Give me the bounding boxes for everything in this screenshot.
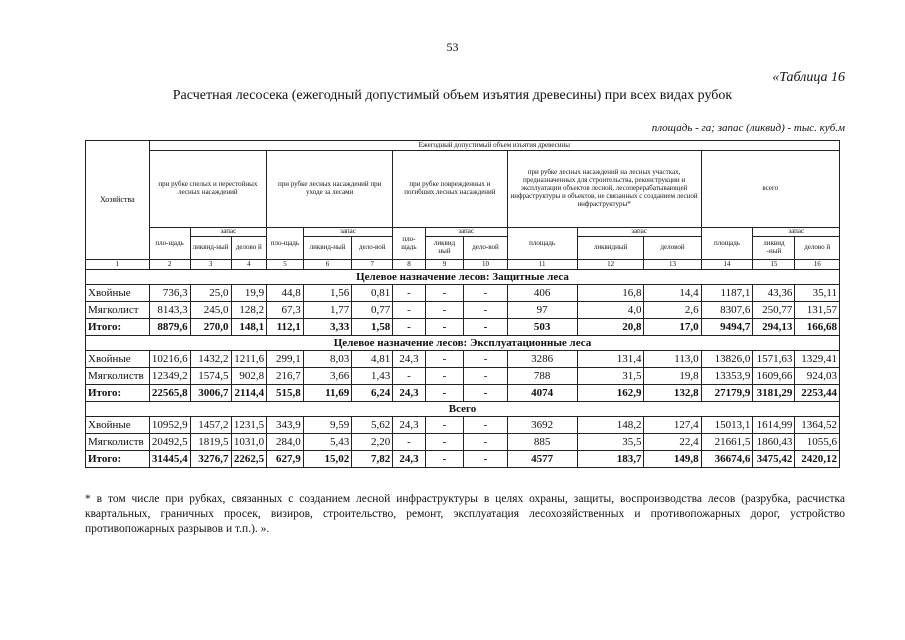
value-cell: 3276,7: [190, 451, 231, 468]
value-cell: 36674,6: [701, 451, 753, 468]
value-cell: 1457,2: [190, 417, 231, 434]
value-cell: 1860,43: [753, 434, 795, 451]
value-cell: -: [393, 302, 425, 319]
header-business: делово й: [231, 237, 267, 260]
value-cell: 6,24: [352, 385, 393, 402]
value-cell: 149,8: [644, 451, 701, 468]
value-cell: 127,4: [644, 417, 701, 434]
value-cell: 9,59: [303, 417, 352, 434]
value-cell: 10952,9: [149, 417, 190, 434]
value-cell: 20492,5: [149, 434, 190, 451]
value-cell: 3,33: [303, 319, 352, 336]
header-liquid: ликвид-ный: [190, 237, 231, 260]
value-cell: 19,8: [644, 368, 701, 385]
column-number: 15: [753, 260, 795, 270]
value-cell: 1,56: [303, 285, 352, 302]
section-title: Целевое назначение лесов: Защитные леса: [86, 270, 840, 285]
value-cell: 3286: [507, 351, 577, 368]
header-stock: запас: [753, 228, 840, 237]
value-cell: 1819,5: [190, 434, 231, 451]
column-number: 5: [267, 260, 304, 270]
value-cell: 515,8: [267, 385, 304, 402]
value-cell: 1609,66: [753, 368, 795, 385]
column-number: 6: [303, 260, 352, 270]
total-row: [86, 385, 840, 402]
value-cell: 113,0: [644, 351, 701, 368]
header-liquid: ликвид-ный: [303, 237, 352, 260]
value-cell: 2262,5: [231, 451, 267, 468]
value-cell: -: [393, 319, 425, 336]
value-cell: 67,3: [267, 302, 304, 319]
value-cell: 885: [507, 434, 577, 451]
header-stock: запас: [190, 228, 267, 237]
section-title: Всего: [86, 402, 840, 417]
value-cell: 19,9: [231, 285, 267, 302]
value-cell: 25,0: [190, 285, 231, 302]
value-cell: 14,4: [644, 285, 701, 302]
header-area: пло-щадь: [149, 228, 190, 260]
value-cell: 1,43: [352, 368, 393, 385]
column-number-row: [86, 260, 840, 270]
header-business: дело-вой: [464, 237, 507, 260]
header-group-damaged: при рубке поврежденных и погибших лесных насаждений: [393, 151, 507, 228]
header-stock: запас: [303, 228, 392, 237]
value-cell: 128,2: [231, 302, 267, 319]
header-area: площадь: [701, 228, 753, 260]
value-cell: 8143,3: [149, 302, 190, 319]
value-cell: 35,11: [795, 285, 840, 302]
value-cell: 1432,2: [190, 351, 231, 368]
farm-name-cell: Мягколиств: [86, 368, 150, 385]
footnote: * в том числе при рубках, связанных с созданием лесной инфраструктуры в целях охраны, защиты, воспроизводства лесов (разрубка, расчистка квартальных, граничных просек, визиров, строительство, ремонт, эксплуатация лесохозяйственных и противопожарных дорог, устройство противопожарных разрывов и т.п.). ».: [85, 493, 845, 535]
value-cell: 8307,6: [701, 302, 753, 319]
value-cell: 406: [507, 285, 577, 302]
value-cell: -: [425, 434, 464, 451]
value-cell: 132,8: [644, 385, 701, 402]
section-row: [86, 402, 840, 417]
value-cell: 13353,9: [701, 368, 753, 385]
column-number: 2: [149, 260, 190, 270]
column-number: 16: [795, 260, 840, 270]
value-cell: 8879,6: [149, 319, 190, 336]
value-cell: 5,43: [303, 434, 352, 451]
value-cell: 1231,5: [231, 417, 267, 434]
value-cell: 16,8: [577, 285, 644, 302]
value-cell: 2,20: [352, 434, 393, 451]
value-cell: -: [425, 285, 464, 302]
header-area: площадь: [507, 228, 577, 260]
farm-name-cell: Хвойные: [86, 285, 150, 302]
farm-name-cell: Хвойные: [86, 351, 150, 368]
column-number: 12: [577, 260, 644, 270]
value-cell: 627,9: [267, 451, 304, 468]
value-cell: 0,81: [352, 285, 393, 302]
table-row: [86, 368, 840, 385]
value-cell: 7,82: [352, 451, 393, 468]
value-cell: 8,03: [303, 351, 352, 368]
farm-name-cell: Хвойные: [86, 417, 150, 434]
value-cell: 131,4: [577, 351, 644, 368]
value-cell: 1364,52: [795, 417, 840, 434]
header-group-total: всего: [701, 151, 839, 228]
value-cell: 1055,6: [795, 434, 840, 451]
value-cell: 24,3: [393, 417, 425, 434]
units-note: площадь - га; запас (ликвид) - тыс. куб.м: [651, 122, 845, 134]
column-number: 8: [393, 260, 425, 270]
header-area: пло-щадь: [393, 228, 425, 260]
value-cell: 24,3: [393, 451, 425, 468]
value-cell: -: [464, 368, 507, 385]
value-cell: -: [464, 434, 507, 451]
value-cell: 97: [507, 302, 577, 319]
value-cell: 902,8: [231, 368, 267, 385]
table-row: [86, 434, 840, 451]
value-cell: 24,3: [393, 351, 425, 368]
value-cell: 9494,7: [701, 319, 753, 336]
value-cell: -: [464, 451, 507, 468]
felling-table: [85, 140, 840, 468]
header-group-mature: при рубке спелых и перестойных лесных насаждений: [149, 151, 267, 228]
value-cell: 15,02: [303, 451, 352, 468]
value-cell: -: [425, 368, 464, 385]
value-cell: 1614,99: [753, 417, 795, 434]
column-number: 4: [231, 260, 267, 270]
value-cell: 284,0: [267, 434, 304, 451]
farm-name-cell: Мягколист: [86, 302, 150, 319]
column-number: 10: [464, 260, 507, 270]
header-row-groups: [86, 151, 840, 228]
section-title: Целевое назначение лесов: Эксплуатационные леса: [86, 336, 840, 351]
value-cell: 112,1: [267, 319, 304, 336]
value-cell: 1574,5: [190, 368, 231, 385]
section-row: [86, 270, 840, 285]
value-cell: 2253,44: [795, 385, 840, 402]
value-cell: 736,3: [149, 285, 190, 302]
header-row-stock: [86, 228, 840, 237]
value-cell: 2114,4: [231, 385, 267, 402]
value-cell: 148,1: [231, 319, 267, 336]
header-liquid: ликвид ный: [425, 237, 464, 260]
value-cell: -: [464, 319, 507, 336]
column-number: 7: [352, 260, 393, 270]
value-cell: 3692: [507, 417, 577, 434]
value-cell: 183,7: [577, 451, 644, 468]
value-cell: 44,8: [267, 285, 304, 302]
value-cell: 13826,0: [701, 351, 753, 368]
value-cell: 162,9: [577, 385, 644, 402]
value-cell: 1,77: [303, 302, 352, 319]
column-number: 13: [644, 260, 701, 270]
column-number: 11: [507, 260, 577, 270]
value-cell: 3181,29: [753, 385, 795, 402]
column-number: 9: [425, 260, 464, 270]
value-cell: 21661,5: [701, 434, 753, 451]
value-cell: 4,81: [352, 351, 393, 368]
value-cell: 1031,0: [231, 434, 267, 451]
farm-name-cell: Итого:: [86, 451, 150, 468]
value-cell: 17,0: [644, 319, 701, 336]
header-business: дело-вой: [352, 237, 393, 260]
value-cell: 5,62: [352, 417, 393, 434]
value-cell: 4,0: [577, 302, 644, 319]
farm-name-cell: Итого:: [86, 319, 150, 336]
value-cell: 343,9: [267, 417, 304, 434]
total-row: [86, 319, 840, 336]
value-cell: 2420,12: [795, 451, 840, 468]
value-cell: 294,13: [753, 319, 795, 336]
value-cell: -: [464, 385, 507, 402]
value-cell: -: [464, 285, 507, 302]
column-number: 1: [86, 260, 150, 270]
value-cell: 20,8: [577, 319, 644, 336]
header-stock: запас: [425, 228, 507, 237]
value-cell: 0,77: [352, 302, 393, 319]
page-number: 53: [446, 40, 459, 54]
value-cell: 12349,2: [149, 368, 190, 385]
value-cell: 131,57: [795, 302, 840, 319]
value-cell: 27179,9: [701, 385, 753, 402]
table-row: [86, 302, 840, 319]
value-cell: -: [464, 302, 507, 319]
value-cell: -: [393, 285, 425, 302]
value-cell: 1187,1: [701, 285, 753, 302]
value-cell: 1211,6: [231, 351, 267, 368]
value-cell: -: [425, 319, 464, 336]
header-area: пло-щадь: [267, 228, 304, 260]
value-cell: -: [425, 451, 464, 468]
value-cell: -: [425, 302, 464, 319]
value-cell: 22565,8: [149, 385, 190, 402]
value-cell: 4074: [507, 385, 577, 402]
header-group-care: при рубке лесных насаждений при уходе за лесами: [267, 151, 393, 228]
value-cell: 15013,1: [701, 417, 753, 434]
value-cell: -: [464, 417, 507, 434]
table-row: [86, 285, 840, 302]
value-cell: -: [425, 351, 464, 368]
header-liquid: ликвидный: [577, 237, 644, 260]
value-cell: 1329,41: [795, 351, 840, 368]
header-business: делово й: [795, 237, 840, 260]
value-cell: 245,0: [190, 302, 231, 319]
value-cell: 1571,63: [753, 351, 795, 368]
header-top: Ежегодный допустимый объем изъятия древесины: [149, 141, 839, 151]
header-liquid: ликвид -ный: [753, 237, 795, 260]
value-cell: -: [393, 434, 425, 451]
value-cell: -: [464, 351, 507, 368]
value-cell: -: [425, 385, 464, 402]
value-cell: 299,1: [267, 351, 304, 368]
value-cell: -: [425, 417, 464, 434]
header-row-top: [86, 141, 840, 151]
header-group-infrastructure: при рубке лесных насаждений на лесных участках, предназначенных для строительства, реконструкции и эксплуатации объектов лесной, лесоперерабатывающей инфраструктуры и объектов, не связанных с созданием лесной инфраструктуры*: [507, 151, 701, 228]
column-number: 14: [701, 260, 753, 270]
header-business: деловой: [644, 237, 701, 260]
value-cell: 270,0: [190, 319, 231, 336]
value-cell: -: [393, 368, 425, 385]
value-cell: 22,4: [644, 434, 701, 451]
table-row: [86, 351, 840, 368]
value-cell: 503: [507, 319, 577, 336]
farm-name-cell: Мягколиств: [86, 434, 150, 451]
header-stock: запас: [577, 228, 701, 237]
total-row: [86, 451, 840, 468]
value-cell: 3,66: [303, 368, 352, 385]
value-cell: 216,7: [267, 368, 304, 385]
value-cell: 10216,6: [149, 351, 190, 368]
value-cell: 924,03: [795, 368, 840, 385]
value-cell: 166,68: [795, 319, 840, 336]
table-caption: «Таблица 16: [772, 70, 845, 85]
table-body: [86, 270, 840, 468]
value-cell: 3475,42: [753, 451, 795, 468]
table-title: Расчетная лесосека (ежегодный допустимый объем изъятия древесины) при всех видах рубок: [172, 88, 733, 103]
value-cell: 24,3: [393, 385, 425, 402]
value-cell: 148,2: [577, 417, 644, 434]
value-cell: 788: [507, 368, 577, 385]
value-cell: 2,6: [644, 302, 701, 319]
value-cell: 3006,7: [190, 385, 231, 402]
value-cell: 43,36: [753, 285, 795, 302]
value-cell: 1,58: [352, 319, 393, 336]
table-row: [86, 417, 840, 434]
value-cell: 11,69: [303, 385, 352, 402]
header-farms: Хозяйства: [86, 141, 150, 260]
farm-name-cell: Итого:: [86, 385, 150, 402]
value-cell: 31,5: [577, 368, 644, 385]
column-number: 3: [190, 260, 231, 270]
section-row: [86, 336, 840, 351]
value-cell: 31445,4: [149, 451, 190, 468]
value-cell: 4577: [507, 451, 577, 468]
value-cell: 250,77: [753, 302, 795, 319]
value-cell: 35,5: [577, 434, 644, 451]
